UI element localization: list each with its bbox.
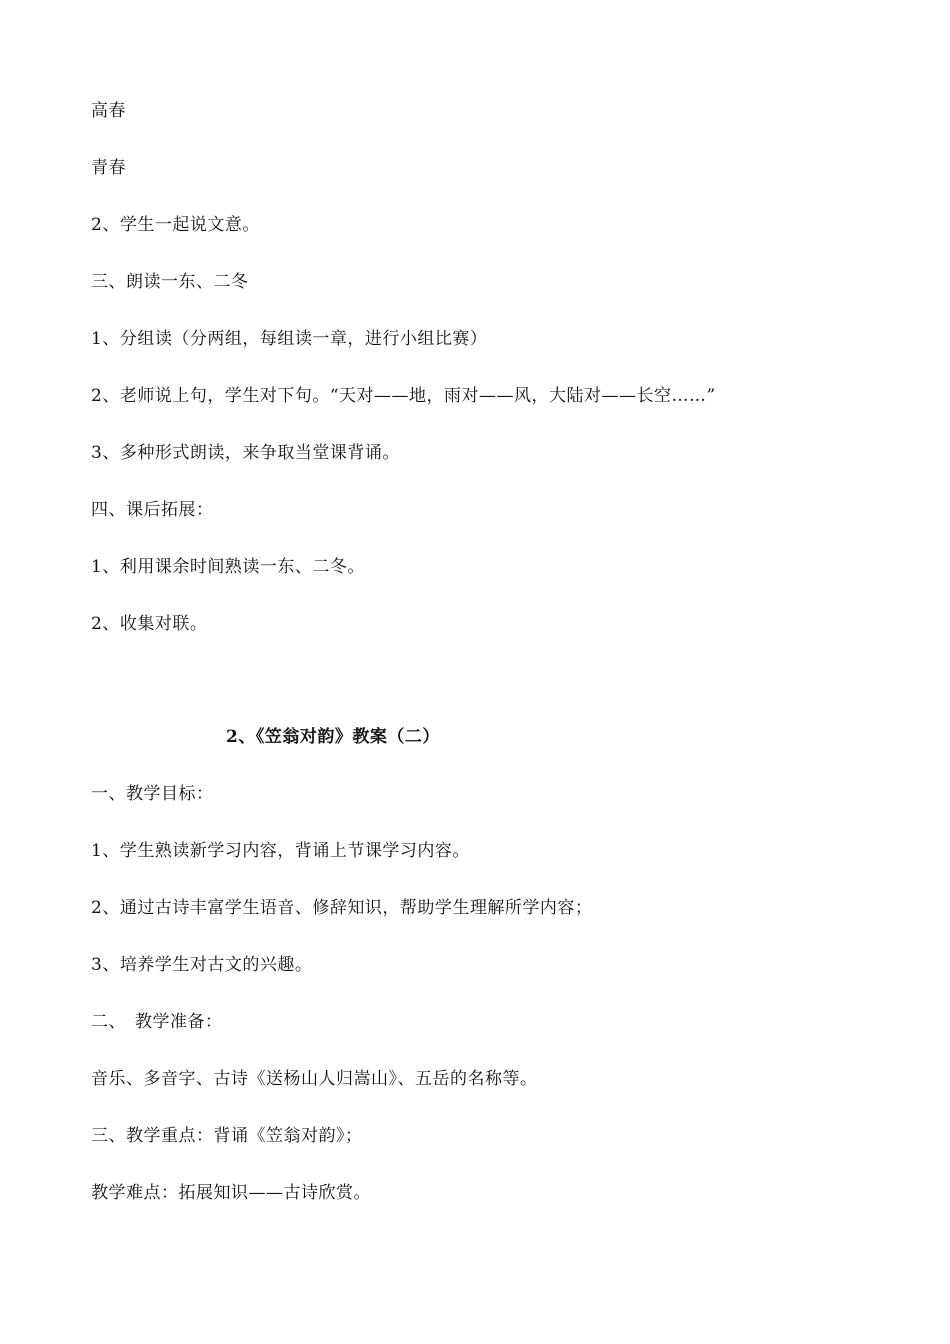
text-line: 2、老师说上句，学生对下句。“天对——地，雨对——风，大陆对——长空……”	[91, 386, 716, 406]
section-heading-line: 三、教学重点：背诵《笠翁对韵》；	[91, 1126, 363, 1146]
text-line: 2、通过古诗丰富学生语音、修辞知识，帮助学生理解所学内容；	[91, 898, 593, 918]
text-line: 1、分组读（分两组，每组读一章，进行小组比赛）	[91, 329, 488, 349]
text-line: 高春	[91, 101, 126, 121]
text-line: 2、收集对联。	[91, 614, 208, 634]
text-line: 1、利用课余时间熟读一东、二冬。	[91, 557, 365, 577]
text-line: 音乐、多音字、古诗《送杨山人归嵩山》、五岳的名称等。	[91, 1069, 538, 1089]
text-line: 3、培养学生对古文的兴趣。	[91, 955, 313, 975]
section-heading-line: 二、 教学准备：	[91, 1012, 223, 1032]
text-line: 青春	[91, 158, 126, 178]
text-line: 教学难点：拓展知识——古诗欣赏。	[91, 1183, 371, 1203]
text-line: 3、多种形式朗读，来争取当堂课背诵。	[91, 443, 400, 463]
text-line: 1、学生熟读新学习内容，背诵上节课学习内容。	[91, 841, 470, 861]
lesson-title: 2、《笠翁对韵》教案（二）	[226, 727, 440, 747]
section-heading-line: 三、朗读一东、二冬	[91, 272, 249, 292]
section-heading-line: 一、教学目标：	[91, 784, 214, 804]
section-heading-line: 四、课后拓展：	[91, 500, 214, 520]
text-line: 2、学生一起说文意。	[91, 215, 260, 235]
